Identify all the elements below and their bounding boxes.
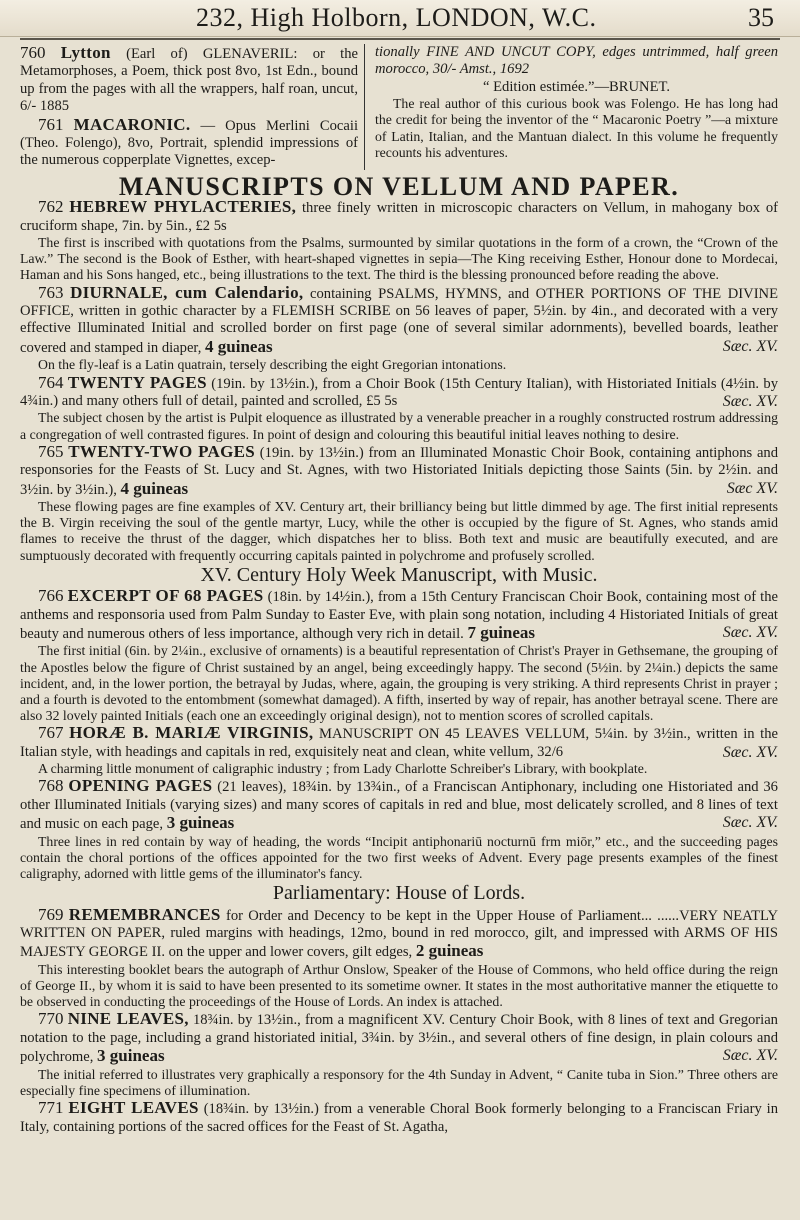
entry-text: (21 leaves), 18¾in. by 13¾in., of a Franciscan Antiphonary, including one Historiated and 36 other Illuminated Initials (varying sizes) and many scores of capitals in red and blue, most delicately scrolled, and 8 lines of text and music on each page, [20,779,778,833]
century-label: Sæc. XV. [722,743,778,761]
entry-price: 3 guineas [97,1046,165,1066]
entry-price: 4 guineas [205,336,273,356]
catalogue-entry [20,443,778,499]
entry-title: EIGHT LEAVES [68,1098,199,1118]
century-label: Sæc. XV. [722,814,778,832]
entry-text: for Order and Decency to be kept in the Upper House of Parliament... ......VERY NEATLY WRITTEN ON PAPER, ruled margins with headings, 12mo, bound in red morocco, gilt, and impressed with ARMS OF HIS MAJESTY GEORGE II. on the upper and lower covers, gilt edges, [20,907,778,961]
catalogue-entry [20,374,778,411]
entry-title: OPENING PAGES [68,776,213,796]
entry-note: The subject chosen by the artist is Pulpit eloquence as illustrated by a venerable preacher in a roughly constructed rostrum addressing a congregation of well contrasted figures. In point of design and colouring this beautiful initial leaves nothing to desire. [20,410,778,442]
entry-text: — Opus Merlini Cocaii (Theo. Folengo), 8vo, Portrait, splendid impressions of the numerous copperplate Vignettes, excep- [20,117,358,169]
quote-line: “ Edition estimée.”—BRUNET. [483,78,670,95]
entry-text: containing PSALMS, HYMNS, and OTHER PORTIONS OF THE DIVINE OFFICE, written in gothic character by a FLEMISH SCRIBE on 56 leaves of paper, 5½in. by 4in., and decorated with a very effective Illuminated Initial and scrolled border on first page (one of several similar adornments), bevelled boards, leather covered and stamped in diaper, [20,285,779,356]
entry-note: On the fly-leaf is a Latin quatrain, tersely describing the eight Gregorian intonations. [38,357,507,373]
entry-title: Lytton [60,43,111,62]
century-label: Sæc. XV. [722,337,778,355]
entry-number: 764 [38,372,64,392]
entry-title: REMEMBRANCES [68,904,221,924]
entry-note: The first is inscribed with quotations from the Psalms, surmounted by similar quotations in the form of a crown, the “Crown of the Law.” The second is the Book of Esther, with heart-shaped vignettes in sepia—The King receiving Esther, Honour done to Mordecai, Haman and his Sons hanged, etc., being illustrations to the text. The third is the blessing pronounced before reading the above. [20,235,778,283]
entry-note: These flowing pages are fine examples of XV. Century art, their brilliancy being but little dimmed by age. The first initial represents the B. Virgin receiving the soul of the gentle martyr, Lucy, while the other is occupied by the figure of St. Agnes, who stands amid flames to receive the thrust of the dagger, which dispatches her to bliss. Both text and music are beautifully executed, and are sumptuously decorated with frequently occurring capitals painted in polychrome and profusely scrolled. [20,498,778,563]
entry-text: (19in. by 13½in.), from a Choir Book (15th Century Italian), with Historiated Initials (4½in. by 4¾in.) and many others full of detail, painted and scrolled, £5 5s [20,375,778,409]
left-column [20,44,365,170]
right-column [373,44,778,170]
entry-text: (18¾in. by 13½in.) from a venerable Choral Book formerly belonging to a Franciscan Friary in Italy, containing portions of the sacred offices for the Feast of St. Agatha, [20,1101,779,1135]
page-header [0,0,800,37]
entry-price: 2 guineas [415,941,484,961]
section-title: MANUSCRIPTS ON VELLUM AND PAPER. [118,171,680,201]
entry-761 [20,116,358,170]
entry-760 [20,44,358,116]
entry-note: Three lines in red contain by way of heading, the words “Incipit antiphonariū nocturnū frm miōr,” etc., and the succeeding pages contain the choral portions of the offices appointed for the two first weeks of Advent. Every page presents examples of the finest caligraphy, adorned with little gems of the illuminator's fancy. [20,833,778,882]
entry-title: HORÆ B. MARIÆ VIRGINIS, [69,723,314,743]
entry-text: (18in. by 14½in.), from a 15th Century Franciscan Choir Book, containing most of the anthems and responsoria used from Palm Sunday to Easter Eve, with plain song notation, including 4 Historiated Initials of great beauty and numerous others of less importance, although very rich in detail. [20,589,778,642]
header-title: 232, High Holborn, LONDON, W.C. [196,3,597,32]
entry-title: HEBREW PHYLACTERIES, [69,197,297,217]
entry-number: 771 [38,1098,64,1118]
century-label: Sæc XV. [726,479,778,497]
section-heading: Parliamentary: House of Lords. [272,882,526,905]
catalogue-body [20,44,778,1136]
entry-text: three finely written in microscopic characters on Vellum, in mahogany box of cruciform shape, 7in. by 5in., £2 5s [20,200,779,234]
entry-text: MANUSCRIPT ON 45 LEAVES VELLUM, 5¼in. by 3½in., written in the Italian style, with headings and capitals in red, exquisitely neat and clean, white vellum, 32/6 [20,726,778,760]
entry-text: (19in. by 13½in.) from an Illuminated Monastic Choir Book, containing antiphons and responsories for the Feasts of St. Lucy and St. Agnes, with two Historiated Initials depicting those Saints (5in. by 2½in. and 3½in. by 3½in.), [20,444,779,498]
entry-number: 768 [38,776,64,796]
entry-text: 18¾in. by 13½in., from a magnificent XV. Century Choir Book, with 8 lines of text and Gregorian notation to the page, including a grand historiated initial, 3¾in. by 3½in., and several others of fine design, in plain colours and polychrome, [20,1012,778,1066]
entry-title: EXCERPT OF 68 PAGES [67,586,264,606]
entry-note: A charming little monument of caligraphic industry ; from Lady Charlotte Schreiber's Library, with bookplate. [38,761,648,777]
entry-price: 4 guineas [120,478,189,498]
catalogue-entry [20,198,778,235]
catalogue-entry [20,1010,778,1066]
entry-title: NINE LEAVES, [67,1009,189,1029]
entry-number: 762 [38,197,64,217]
entry-number: 767 [38,723,64,743]
catalogue-entry [20,1099,778,1136]
entry-note: The real author of this curious book was Folengo. He has long had the credit for being the inventor of the “ Macaronic Poetry ”—a mixture of Latin, Italian, and the Mantuan dialect. In this volume he frequently recounts his adventures. [375,96,778,160]
header-rule [20,38,780,40]
entry-number: 769 [38,904,64,924]
section-heading: XV. Century Holy Week Manuscript, with Music. [200,563,598,586]
century-label: Sæc. XV. [722,392,778,410]
entry-note: This interesting booklet bears the autograph of Arthur Onslow, Speaker of the House of Commons, who held office during the reign of George II., by whom it is said to have been presented to its sometime owner. It states in the most authoritative manner the etiquette to be observed in conducting the proceedings of the House of Lords. An index is attached. [20,961,778,1010]
entry-note: The first initial (6in. by 2¼in., exclusive of ornaments) is a beautiful representation of Christ's Prayer in Gethsemane, the grouping of the Apostles below the figure of Christ sustained by an angel, being exceedingly happy. The second (5½in. by 2¼in.) depicts the same incident, and, in the lower portion, the betrayal by Judas, where, again, the grouping is very striking. A third represents Christ in prayer ; and a fourth is devoted to the entombment (somewhat damaged). A fifth, inserted by way of repair, has another betrayal scene. There are also 32 lovely painted Initials (each one an exceedingly original design), not to mention scores of scrolled capitals. [20,643,778,724]
catalogue-entry [20,587,778,643]
entry-number: 766 [38,586,64,606]
entry-title: TWENTY PAGES [67,372,207,392]
catalogue-entry [20,724,778,761]
century-label: Sæc. XV. [722,623,778,641]
entry-note: The initial referred to illustrates very graphically a responsory for the 4th Sunday in Advent, “ Canite tuba in Sion.” Three others are especially fine specimens of illumination. [20,1066,778,1098]
entry-number: 760 [20,43,46,62]
entry-number: 770 [38,1009,64,1029]
entries-group-3 [20,906,778,1136]
catalogue-entry [20,284,778,358]
entry-761-continued [375,44,778,79]
entry-title: DIURNALE, cum Calendario, [70,282,304,302]
entry-number: 761 [38,114,64,134]
entry-number: 765 [38,441,64,461]
entry-price: 3 guineas [166,813,235,833]
catalogue-entry [20,906,778,962]
century-label: Sæc. XV. [722,1047,778,1065]
entry-text: (Earl of) GLENAVERIL: or the Metamorphoses, a Poem, thick post 8vo, 1st Edn., bound up from the pages with all the wrappers, half roan, uncut, 6/- 1885 [20,46,358,115]
entries-group-1 [20,198,778,564]
entry-text: tionally FINE AND UNCUT COPY, edges untrimmed, half green morocco, 30/- Amst., 1692 [375,44,778,78]
entries-group-2 [20,587,778,882]
two-column-block [20,44,778,170]
entry-title: TWENTY-TWO PAGES [68,441,256,461]
entry-number: 763 [38,282,64,302]
page-number: 35 [748,3,774,32]
entry-price: 7 guineas [467,622,535,642]
entry-title: MACARONIC. [73,114,191,134]
catalogue-entry [20,777,778,833]
